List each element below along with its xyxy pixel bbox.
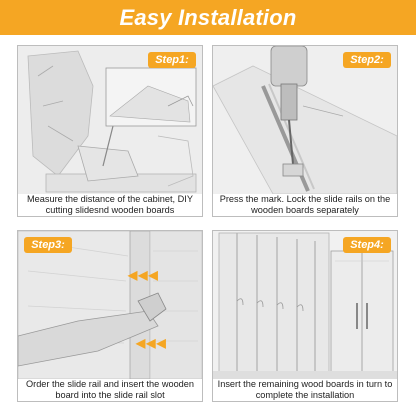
left-arrow-icon: ◀: [148, 268, 158, 282]
page-title: Easy Installation: [119, 4, 297, 30]
step-1-panel: [17, 45, 203, 217]
left-arrow-icon: ◀: [156, 336, 166, 350]
step-1-caption: Measure the distance of the cabinet, DIY cutting slidesnd wooden boards: [18, 194, 202, 216]
step-2-illustration: [213, 46, 397, 194]
step-2-caption: Press the mark. Lock the slide rails on the wooden boards separately: [213, 194, 397, 216]
step-2-badge: Step2:: [343, 52, 391, 68]
step-3-arrows-upper: [128, 269, 158, 281]
step-3-illustration: [18, 231, 202, 379]
step-4-panel: [212, 230, 398, 402]
step-2-panel: [212, 45, 398, 217]
step-4-badge: Step4:: [343, 237, 391, 253]
step-3-badge: Step3:: [24, 237, 72, 253]
step-3-panel: [17, 230, 203, 402]
step-4-caption: Insert the remaining wood boards in turn to complete the installation: [213, 379, 397, 401]
step-1-badge: Step1:: [148, 52, 196, 68]
left-arrow-icon: ◀: [128, 268, 138, 282]
left-arrow-icon: ◀: [136, 336, 146, 350]
step-1-illustration: [18, 46, 202, 194]
header-banner: [0, 0, 416, 35]
step-4-illustration: [213, 231, 397, 379]
step-3-arrows-lower: [136, 337, 166, 349]
left-arrow-icon: ◀: [146, 336, 156, 350]
step-3-caption: Order the slide rail and insert the wooden board into the slide rail slot: [18, 379, 202, 401]
left-arrow-icon: ◀: [138, 268, 148, 282]
